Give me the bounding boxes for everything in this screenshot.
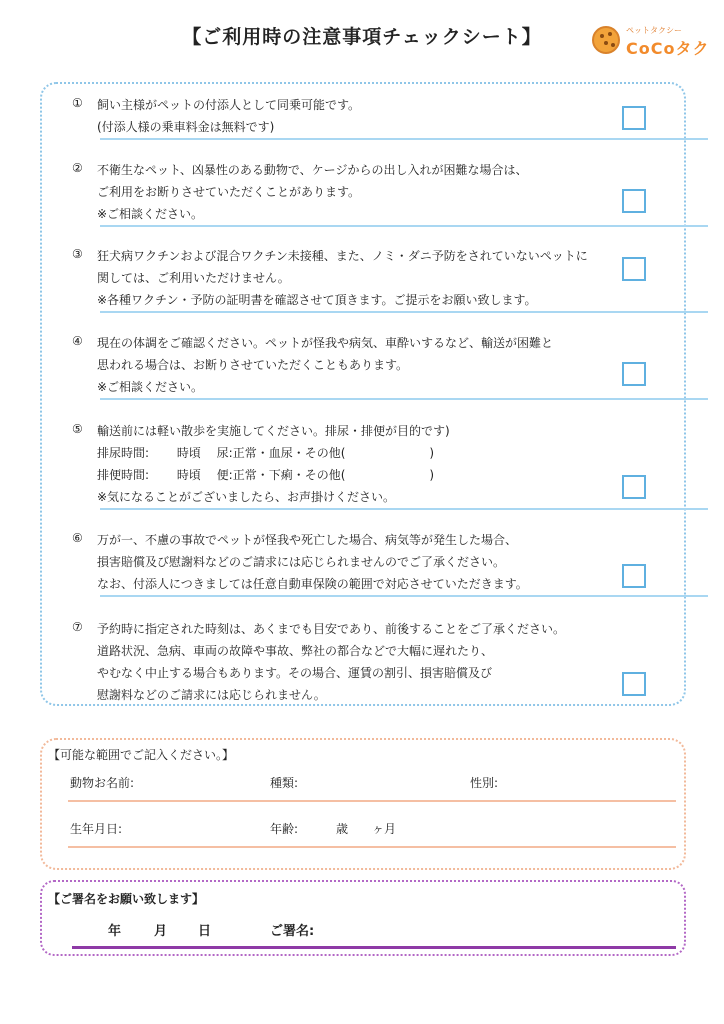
item-text: 排尿時間: 時頃 尿:正常・血尿・その他( ) [97, 446, 435, 460]
age-months-unit: ヶ月 [372, 822, 397, 836]
item-text: 慰謝料などのご請求には応じられません。 [97, 688, 326, 702]
item-text: ※ご相談ください。 [97, 380, 204, 394]
divider [100, 595, 708, 597]
checkbox-item-7[interactable] [622, 672, 646, 696]
item-text: 現在の体調をご確認ください。ペットが怪我や病気、車酔いするなど、輸送が困難と [97, 336, 554, 350]
item-text: 道路状況、急病、車両の故障や事故、弊社の都合などで大幅に遅れたり、 [97, 644, 494, 658]
month-label: 月 [154, 924, 168, 939]
divider [100, 138, 708, 140]
signature-heading: 【ご署名をお願い致します】 [48, 892, 205, 906]
page-title: 【ご利用時の注意事項チェックシート】 [182, 26, 542, 48]
divider [68, 800, 676, 802]
item-text: 万が一、不慮の事故でペットが怪我や死亡した場合、病気等が発生した場合、 [97, 533, 518, 547]
logo-brand: CoCoタク [626, 39, 710, 58]
checkbox-item-6[interactable] [622, 564, 646, 588]
animal-name-field[interactable]: 動物お名前: [70, 776, 135, 790]
item-number: ⑦ [72, 620, 83, 634]
item-number: ⑤ [72, 422, 83, 436]
item-text: 関しては、ご利用いただけません。 [97, 271, 290, 285]
signature-panel [40, 880, 686, 956]
item-text: 排便時間: 時頃 便:正常・下痢・その他( ) [97, 468, 435, 482]
kind-field[interactable]: 種類: [270, 776, 299, 790]
item-text: 不衛生なペット、凶暴性のある動物で、ケージからの出し入れが困難な場合は、 [97, 163, 528, 177]
item-number: ④ [72, 334, 83, 348]
item-text: ご利用をお断りさせていただくことがあります。 [97, 185, 361, 199]
company-logo [592, 24, 712, 58]
item-text: なお、付添人につきましては任意自動車保険の範囲で対応させていただきます。 [97, 577, 528, 591]
item-text: 損害賠償及び慰謝料などのご請求には応じられませんのでご了承ください。 [97, 555, 506, 569]
item-number: ⑥ [72, 531, 83, 545]
pet-info-form [40, 738, 686, 870]
item-text: 思われる場合は、お断りさせていただくこともあります。 [97, 358, 409, 372]
year-label: 年 [108, 924, 122, 939]
item-text: ※各種ワクチン・予防の証明書を確認させて頂きます。ご提示をお願い致します。 [97, 293, 537, 307]
checkbox-item-2[interactable] [622, 189, 646, 213]
item-text: 輸送前には軽い散歩を実施してください。排尿・排便が目的です) [97, 424, 450, 438]
divider [100, 225, 708, 227]
age-years-unit: 歳 [336, 822, 349, 836]
sex-field[interactable]: 性別: [470, 776, 499, 790]
age-field[interactable]: 年齢: [270, 822, 299, 836]
day-label: 日 [198, 924, 212, 939]
item-text: 飼い主様がペットの付添人として同乗可能です。 [97, 98, 361, 112]
item-text: ※気になることがございましたら、お声掛けください。 [97, 490, 396, 504]
checkbox-item-3[interactable] [622, 257, 646, 281]
divider [100, 398, 708, 400]
divider [100, 311, 708, 313]
form-heading: 【可能な範囲でご記入ください。】 [48, 748, 235, 762]
divider [68, 846, 676, 848]
item-number: ③ [72, 247, 83, 261]
item-text: ※ご相談ください。 [97, 207, 204, 221]
logo-subtitle: ペットタクシー [626, 26, 682, 35]
signature-line [72, 946, 676, 949]
checkbox-item-5[interactable] [622, 475, 646, 499]
item-text: やむなく中止する場合もあります。その場合、運賃の割引、損害賠償及び [97, 666, 493, 680]
item-text: 狂犬病ワクチンおよび混合ワクチン未接種、また、ノミ・ダニ予防をされていないペットに [97, 249, 588, 263]
checklist-panel [40, 82, 686, 706]
checkbox-item-4[interactable] [622, 362, 646, 386]
item-number: ① [72, 96, 83, 110]
cookie-logo-icon [592, 26, 620, 54]
signature-field[interactable]: ご署名: [270, 924, 315, 939]
checkbox-item-1[interactable] [622, 106, 646, 130]
item-text: (付添人様の乗車料金は無料です) [97, 120, 275, 134]
divider [100, 508, 708, 510]
item-text: 予約時に指定された時刻は、あくまでも目安であり、前後することをご了承ください。 [97, 622, 566, 636]
birthday-field[interactable]: 生年月日: [70, 822, 123, 836]
item-number: ② [72, 161, 83, 175]
